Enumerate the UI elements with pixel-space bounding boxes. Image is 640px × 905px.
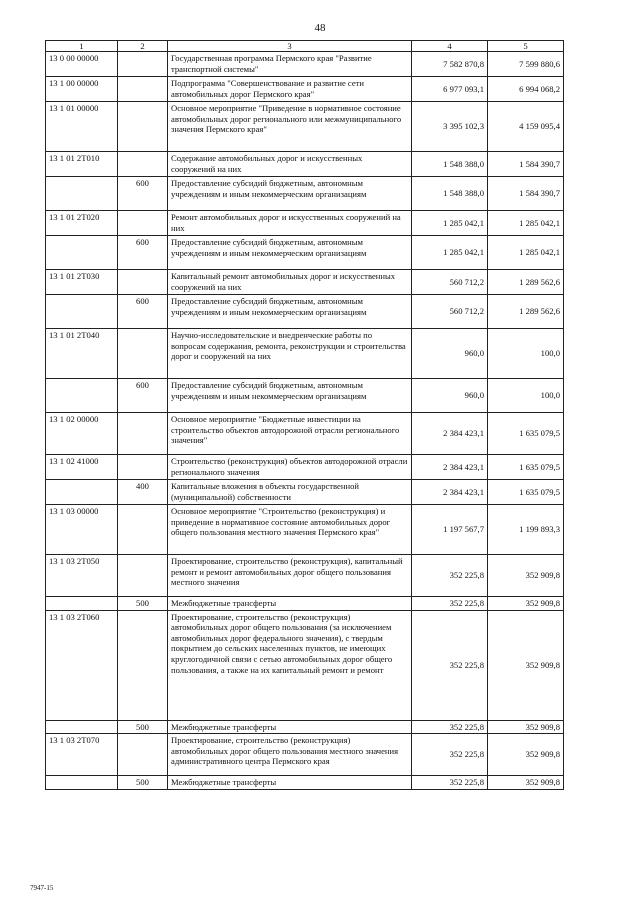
amount-year1-cell: 2 384 423,1 [412,413,488,455]
description-cell: Капитальные вложения в объекты государственной (муниципальной) собственности [168,480,412,505]
document-footer-code: 7947-15 [30,884,54,892]
description-cell: Научно-исследовательские и внедренческие работы по вопросам содержания, ремонта, реконструкции и строительства дорог и сооружений на них [168,329,412,379]
code-cell: 13 1 01 2Т040 [46,329,118,379]
description-cell: Капитальный ремонт автомобильных дорог и искусственных сооружений на них [168,270,412,295]
expense-type-cell: 400 [118,480,168,505]
amount-year1-cell: 560 712,2 [412,270,488,295]
amount-year1-cell: 7 582 870,8 [412,52,488,77]
amount-year1-cell: 6 977 093,1 [412,77,488,102]
amount-year2-cell: 1 635 079,5 [488,413,564,455]
amount-year1-cell: 3 395 102,3 [412,102,488,152]
amount-year2-cell: 7 599 880,6 [488,52,564,77]
expense-type-cell: 600 [118,236,168,270]
amount-year1-cell: 352 225,8 [412,720,488,734]
code-cell: 13 1 02 00000 [46,413,118,455]
table-row [46,720,564,734]
amount-year1-cell: 1 285 042,1 [412,211,488,236]
table-row [46,505,564,555]
header-cell: 1 [46,41,118,52]
table-row [46,295,564,329]
amount-year2-cell: 352 909,8 [488,597,564,611]
amount-year1-cell: 352 225,8 [412,610,488,720]
code-cell [46,480,118,505]
code-cell: 13 0 00 00000 [46,52,118,77]
table-row [46,270,564,295]
amount-year2-cell: 100,0 [488,379,564,413]
description-cell: Межбюджетные трансферты [168,776,412,790]
description-cell: Предоставление субсидий бюджетным, автономным учреждениям и иным некоммерческим организациям [168,379,412,413]
table-row [46,480,564,505]
expense-type-cell [118,413,168,455]
code-cell: 13 1 01 2Т030 [46,270,118,295]
amount-year1-cell: 352 225,8 [412,776,488,790]
amount-year1-cell: 352 225,8 [412,597,488,611]
code-cell: 13 1 03 00000 [46,505,118,555]
description-cell: Содержание автомобильных дорог и искусственных сооружений на них [168,152,412,177]
expense-type-cell: 600 [118,295,168,329]
budget-table [45,40,564,790]
code-cell [46,177,118,211]
header-cell: 4 [412,41,488,52]
page-number: 48 [314,22,326,34]
table-row [46,177,564,211]
table-row [46,236,564,270]
expense-type-cell [118,270,168,295]
expense-type-cell [118,77,168,102]
amount-year1-cell: 2 384 423,1 [412,480,488,505]
amount-year1-cell: 1 197 567,7 [412,505,488,555]
amount-year2-cell: 1 285 042,1 [488,211,564,236]
amount-year2-cell: 1 584 390,7 [488,152,564,177]
table-row [46,152,564,177]
table-row [46,379,564,413]
expense-type-cell: 500 [118,776,168,790]
amount-year1-cell: 2 384 423,1 [412,455,488,480]
description-cell: Предоставление субсидий бюджетным, автономным учреждениям и иным некоммерческим организациям [168,236,412,270]
amount-year2-cell: 352 909,8 [488,734,564,776]
description-cell: Предоставление субсидий бюджетным, автономным учреждениям и иным некоммерческим организациям [168,177,412,211]
code-cell: 13 1 01 2Т020 [46,211,118,236]
amount-year2-cell: 352 909,8 [488,720,564,734]
amount-year2-cell: 1 635 079,5 [488,455,564,480]
table-row [46,211,564,236]
table-row [46,776,564,790]
description-cell: Ремонт автомобильных дорог и искусственных сооружений на них [168,211,412,236]
description-cell: Основное мероприятие "Бюджетные инвестиции на строительство объектов автодорожной отрасли регионального значения" [168,413,412,455]
code-cell: 13 1 03 2Т070 [46,734,118,776]
description-cell: Основное мероприятие "Приведение в нормативное состояние автомобильных дорог регионального или межмуниципального значения Пермского края" [168,102,412,152]
expense-type-cell [118,211,168,236]
table-header-row [46,41,564,52]
code-cell: 13 1 00 00000 [46,77,118,102]
expense-type-cell [118,102,168,152]
table-row [46,329,564,379]
description-cell: Межбюджетные трансферты [168,597,412,611]
description-cell: Строительство (реконструкция) объектов автодорожной отрасли регионального значения [168,455,412,480]
table-row [46,734,564,776]
code-cell: 13 1 01 00000 [46,102,118,152]
expense-type-cell: 500 [118,597,168,611]
amount-year2-cell: 352 909,8 [488,610,564,720]
amount-year1-cell: 960,0 [412,329,488,379]
description-cell: Предоставление субсидий бюджетным, автономным учреждениям и иным некоммерческим организациям [168,295,412,329]
table-row [46,455,564,480]
expense-type-cell: 600 [118,379,168,413]
expense-type-cell: 500 [118,720,168,734]
header-cell: 2 [118,41,168,52]
description-cell: Проектирование, строительство (реконструкция) автомобильных дорог общего пользования (за исключением автомобильных дорог федерального значения), с твердым покрытием до сельских населенных пунктов, не имеющих круглогодичной связи с сетью автомобильных дорог общего пользования, а также на их капитальный ремонт и ремонт [168,610,412,720]
amount-year1-cell: 1 285 042,1 [412,236,488,270]
amount-year2-cell: 6 994 068,2 [488,77,564,102]
amount-year2-cell: 1 635 079,5 [488,480,564,505]
expense-type-cell [118,610,168,720]
amount-year2-cell: 100,0 [488,329,564,379]
amount-year2-cell: 1 289 562,6 [488,295,564,329]
description-cell: Проектирование, строительство (реконструкция), капитальный ремонт и ремонт автомобильных дорог общего пользования местного значения [168,555,412,597]
description-cell: Подпрограмма "Совершенствование и развитие сети автомобильных дорог Пермского края" [168,77,412,102]
code-cell [46,295,118,329]
table-row [46,413,564,455]
amount-year1-cell: 352 225,8 [412,555,488,597]
code-cell [46,720,118,734]
amount-year1-cell: 1 548 388,0 [412,177,488,211]
table-row [46,77,564,102]
expense-type-cell [118,455,168,480]
code-cell: 13 1 03 2Т060 [46,610,118,720]
amount-year2-cell: 352 909,8 [488,776,564,790]
code-cell: 13 1 01 2Т010 [46,152,118,177]
code-cell [46,776,118,790]
header-cell: 5 [488,41,564,52]
amount-year1-cell: 352 225,8 [412,734,488,776]
expense-type-cell [118,152,168,177]
amount-year1-cell: 560 712,2 [412,295,488,329]
code-cell: 13 1 03 2Т050 [46,555,118,597]
code-cell: 13 1 02 41000 [46,455,118,480]
description-cell: Проектирование, строительство (реконструкция) автомобильных дорог общего пользования местного значения административного центра Пермского края [168,734,412,776]
expense-type-cell [118,329,168,379]
description-cell: Государственная программа Пермского края "Развитие транспортной системы" [168,52,412,77]
description-cell: Основное мероприятие "Строительство (реконструкция) и приведение в нормативное состояние автомобильных дорог общего пользования местного значения Пермского края" [168,505,412,555]
amount-year1-cell: 960,0 [412,379,488,413]
expense-type-cell [118,52,168,77]
code-cell [46,597,118,611]
header-cell: 3 [168,41,412,52]
expense-type-cell [118,505,168,555]
amount-year2-cell: 1 289 562,6 [488,270,564,295]
table-row [46,555,564,597]
amount-year2-cell: 1 584 390,7 [488,177,564,211]
table-row [46,52,564,77]
table-row [46,102,564,152]
code-cell [46,236,118,270]
amount-year1-cell: 1 548 388,0 [412,152,488,177]
code-cell [46,379,118,413]
table-row [46,597,564,611]
expense-type-cell: 600 [118,177,168,211]
amount-year2-cell: 352 909,8 [488,555,564,597]
table-row [46,610,564,720]
amount-year2-cell: 4 159 095,4 [488,102,564,152]
expense-type-cell [118,734,168,776]
expense-type-cell [118,555,168,597]
amount-year2-cell: 1 199 893,3 [488,505,564,555]
amount-year2-cell: 1 285 042,1 [488,236,564,270]
description-cell: Межбюджетные трансферты [168,720,412,734]
